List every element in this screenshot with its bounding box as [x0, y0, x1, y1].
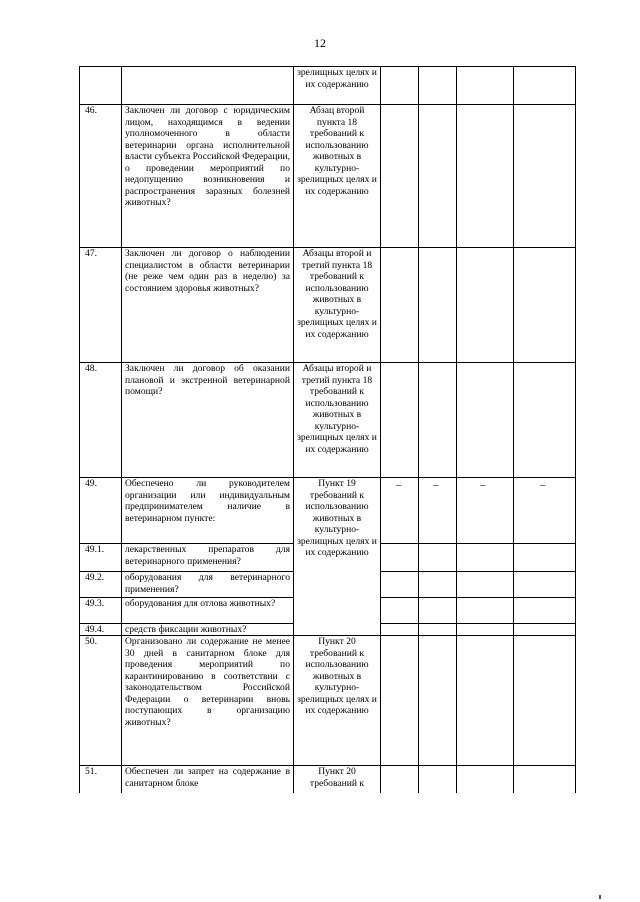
scan-speck	[599, 895, 601, 899]
row-number: 49.1.	[85, 544, 105, 555]
row-number: 49.4.	[85, 624, 105, 635]
reference-cell: Абзац второй пункта 18 требований к использованию животных в культурно-зрелищных целях и их содержанию	[297, 105, 377, 197]
row-number: 48.	[85, 363, 97, 374]
row-number: 49.3.	[85, 598, 105, 609]
question-cell: Заключен ли договор об оказании плановой и экстренной ветеринарной помощи?	[125, 363, 290, 397]
reference-cell: зрелищных целях и их содержанию	[297, 67, 377, 90]
dash-mark: –	[480, 479, 486, 491]
question-cell: Организовано ли содержание не менее 30 дней в санитарном блоке для проведения мероприятий по карантинированию в соответствии с законодательством Российской Федерации о ветеринарии вновь поступающих в организацию животных?	[125, 636, 290, 728]
question-cell: Заключен ли договор с юридическим лицом, находящимся в ведении уполномоченного в области ветеринарии органа исполнительной власти субъекта Российской Федерации, о проведении мероприятий по недопущению возникновения и распространения заразных болезней животных?	[125, 105, 290, 208]
row-number: 46.	[85, 105, 97, 116]
dash-mark: –	[540, 479, 546, 491]
reference-cell: Абзацы второй и третий пункта 18 требований к использованию животных в культурно-зрелищных целях и их содержанию	[297, 248, 377, 340]
dash-mark: –	[396, 479, 402, 491]
row-number: 49.	[85, 478, 97, 489]
reference-cell: Пункт 20 требований к	[309, 766, 365, 789]
reference-cell: Пункт 19 требований к использованию животных в культурно-зрелищных целях и их содержанию	[297, 478, 377, 558]
question-cell: оборудования для отлова животных?	[125, 598, 276, 609]
dash-mark: –	[433, 479, 439, 491]
reference-cell: Пункт 20 требований к использованию животных в культурно-зрелищных целях и их содержанию	[297, 636, 377, 716]
question-cell: лекарственных препаратов для ветеринарного применения?	[125, 544, 290, 567]
row-number: 50.	[85, 636, 97, 647]
page-number: 12	[314, 36, 326, 50]
reference-cell: Абзацы второй и третий пункта 18 требований к использованию животных в культурно-зрелищных целях и их содержанию	[297, 363, 377, 455]
question-cell: Обеспечен ли запрет на содержание в санитарном блоке	[125, 766, 290, 789]
question-cell: оборудования для ветеринарного применения?	[125, 572, 290, 595]
question-cell: Заключен ли договор о наблюдении специалистом в области ветеринарии (не реже чем один раз в неделю) за состоянием здоровья животных?	[125, 248, 290, 294]
row-number: 49.2.	[85, 572, 105, 583]
row-number: 47.	[85, 248, 97, 259]
question-cell: средств фиксации животных?	[125, 624, 247, 635]
row-number: 51.	[85, 766, 97, 777]
question-cell: Обеспечено ли руководителем организации или индивидуальным предпринимателем наличие в ветеринарном пункте:	[125, 478, 290, 524]
